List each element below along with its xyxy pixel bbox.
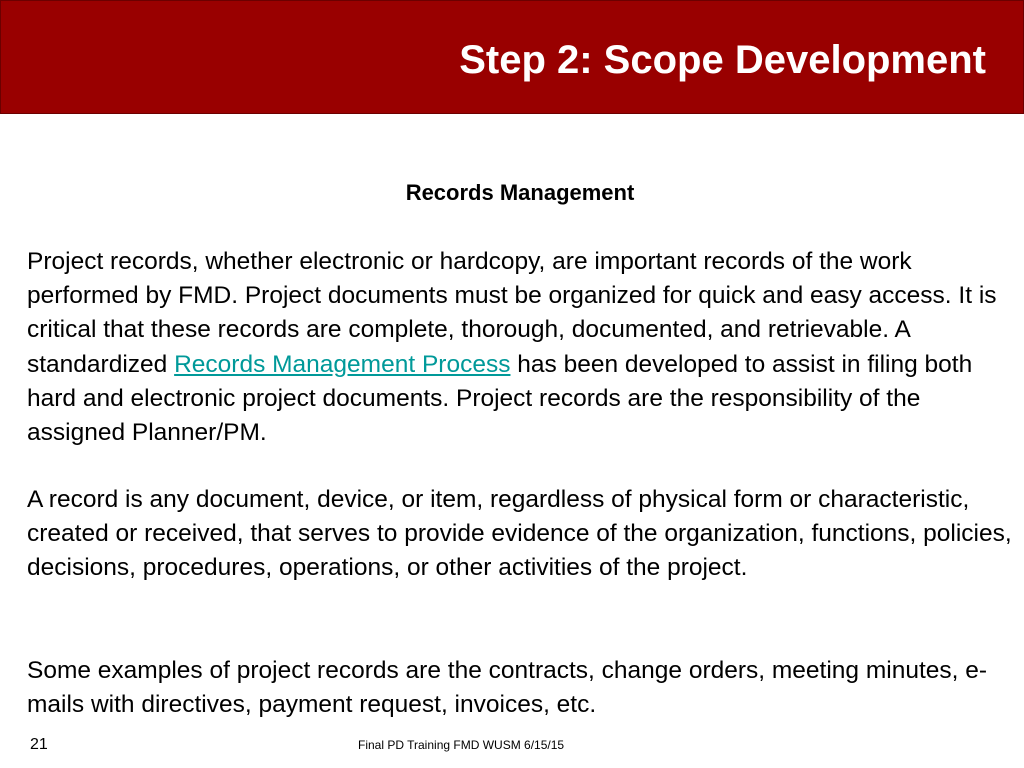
- footer-note: Final PD Training FMD WUSM 6/15/15: [358, 738, 565, 752]
- records-management-process-link[interactable]: Records Management Process: [174, 350, 511, 378]
- paragraph-record-definition: A record is any document, device, or item, regardless of physical form or characteristic, created or received, that serves to provide evidence of the organization, functions, policies, decisions, procedures, operations, or other activities of the project.: [27, 486, 1012, 582]
- paragraph-text-after-link: has been developed to assist in filing both hard and electronic project documents. Project records are the responsibility of the assigned Planner/PM.: [27, 350, 973, 447]
- section-heading: Records Management: [405, 180, 635, 205]
- slide-title: Step 2: Scope Development: [459, 38, 986, 82]
- paragraph-records-overview: [27, 245, 1021, 450]
- page-number: 21: [30, 736, 48, 753]
- paragraph-record-examples: Some examples of project records are the contracts, change orders, meeting minutes, e-mails with directives, payment request, invoices, etc.: [27, 657, 988, 719]
- title-bar: [0, 0, 1024, 114]
- paragraph-text-before-link: Project records, whether electronic or hardcopy, are important records of the work performed by FMD. Project documents must be organized for quick and easy access. It is critical that these records are complete, thorough, documented, and retrievable. A standardized: [27, 248, 997, 378]
